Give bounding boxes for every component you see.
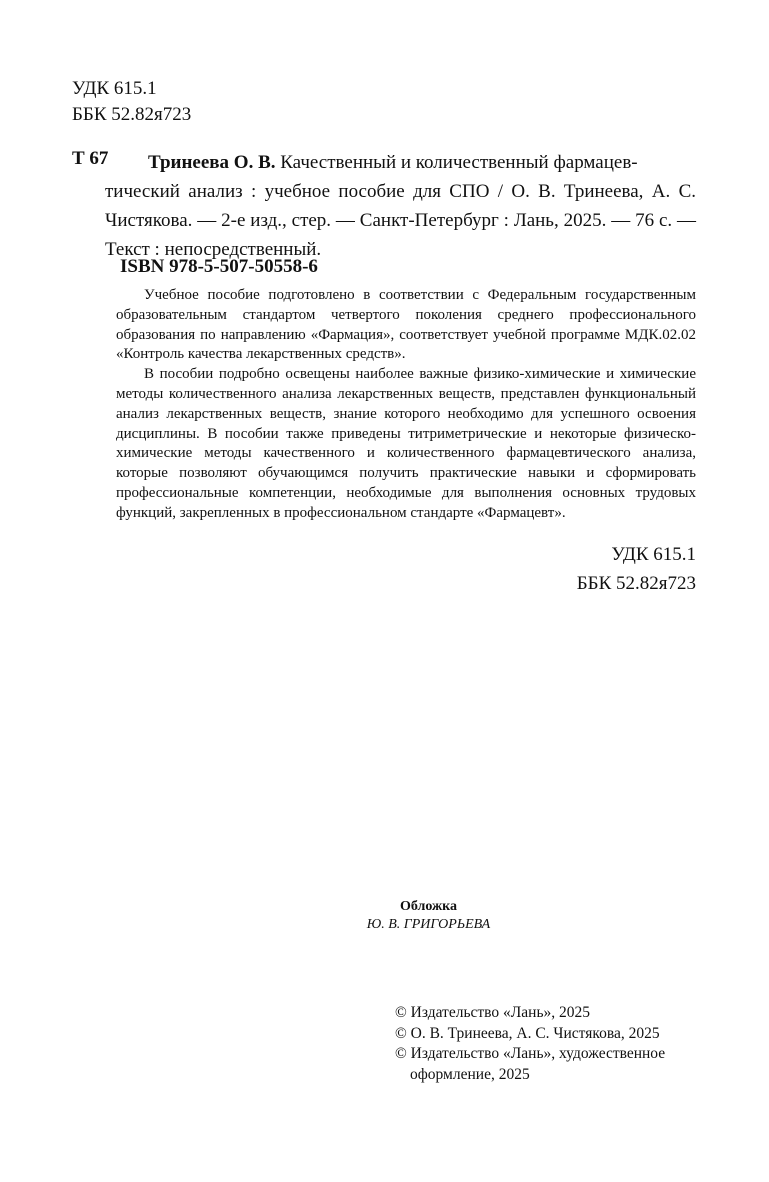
bbk-code: ББК 52.82я723 [72, 104, 192, 125]
udk-code: УДК 615.1 [72, 78, 157, 99]
classification-codes-bottom [540, 540, 696, 598]
cover-designer: Ю. В. ГРИГОРЬЕВА [366, 917, 491, 932]
bbk-code: ББК 52.82я723 [576, 573, 696, 594]
author-name: Тринеева О. В. [148, 152, 276, 173]
copyright-line: © Издательство «Лань», 2025 [395, 1004, 591, 1021]
udk-code: УДК 615.1 [611, 544, 696, 565]
copyright-block [395, 1003, 665, 1085]
bibliographic-first-line [148, 148, 696, 177]
title-start: Качественный и количественный фармацев- [280, 152, 638, 173]
isbn: ISBN 978-5-507-50558-6 [120, 256, 318, 277]
cover-label: Обложка [399, 899, 458, 914]
copyright-line: оформление, 2025 [410, 1065, 530, 1083]
annotation-paragraph: Учебное пособие подготовлено в соответствии с Федеральным государственным образовательным стандартом четвертого поколения среднего профессионального образования по направлению «Фармация», соответствует учебной программе МДК.02.02 «Контроль качества лекарственных средств». [116, 287, 696, 363]
bibliographic-continuation: тический анализ : учебное пособие для СПО / О. В. Тринеева, А. С. Чистякова. — 2-е изд., стер. — Санкт-Петербург : Лань, 2025. — 76 с. — Текст : непосредственный. [105, 181, 696, 260]
copyright-line: © О. В. Тринеева, А. С. Чистякова, 2025 [395, 1024, 660, 1042]
annotation [116, 286, 696, 524]
classification-codes-top [72, 76, 191, 128]
copyright-line: © Издательство «Лань», художественное [395, 1045, 666, 1062]
author-mark: Т 67 [72, 148, 109, 169]
annotation-paragraph: В пособии подробно освещены наиболее важные физико-химические и химические методы количественного анализа лекарственных веществ, представлен функциональный анализ лекарственных веществ, знание которого необходимо для успешного освоения дисциплины. В пособии также приведены титриметрические и некоторые физическо-химические методы качественного и количественного фармацевтического анализа, которые позволяют обучающимся получить практические навыки и сформировать профессиональные компетенции, необходимые для выполнения основных трудовых функций, закрепленных в профессиональном стандарте «Фармацевт». [116, 366, 696, 521]
